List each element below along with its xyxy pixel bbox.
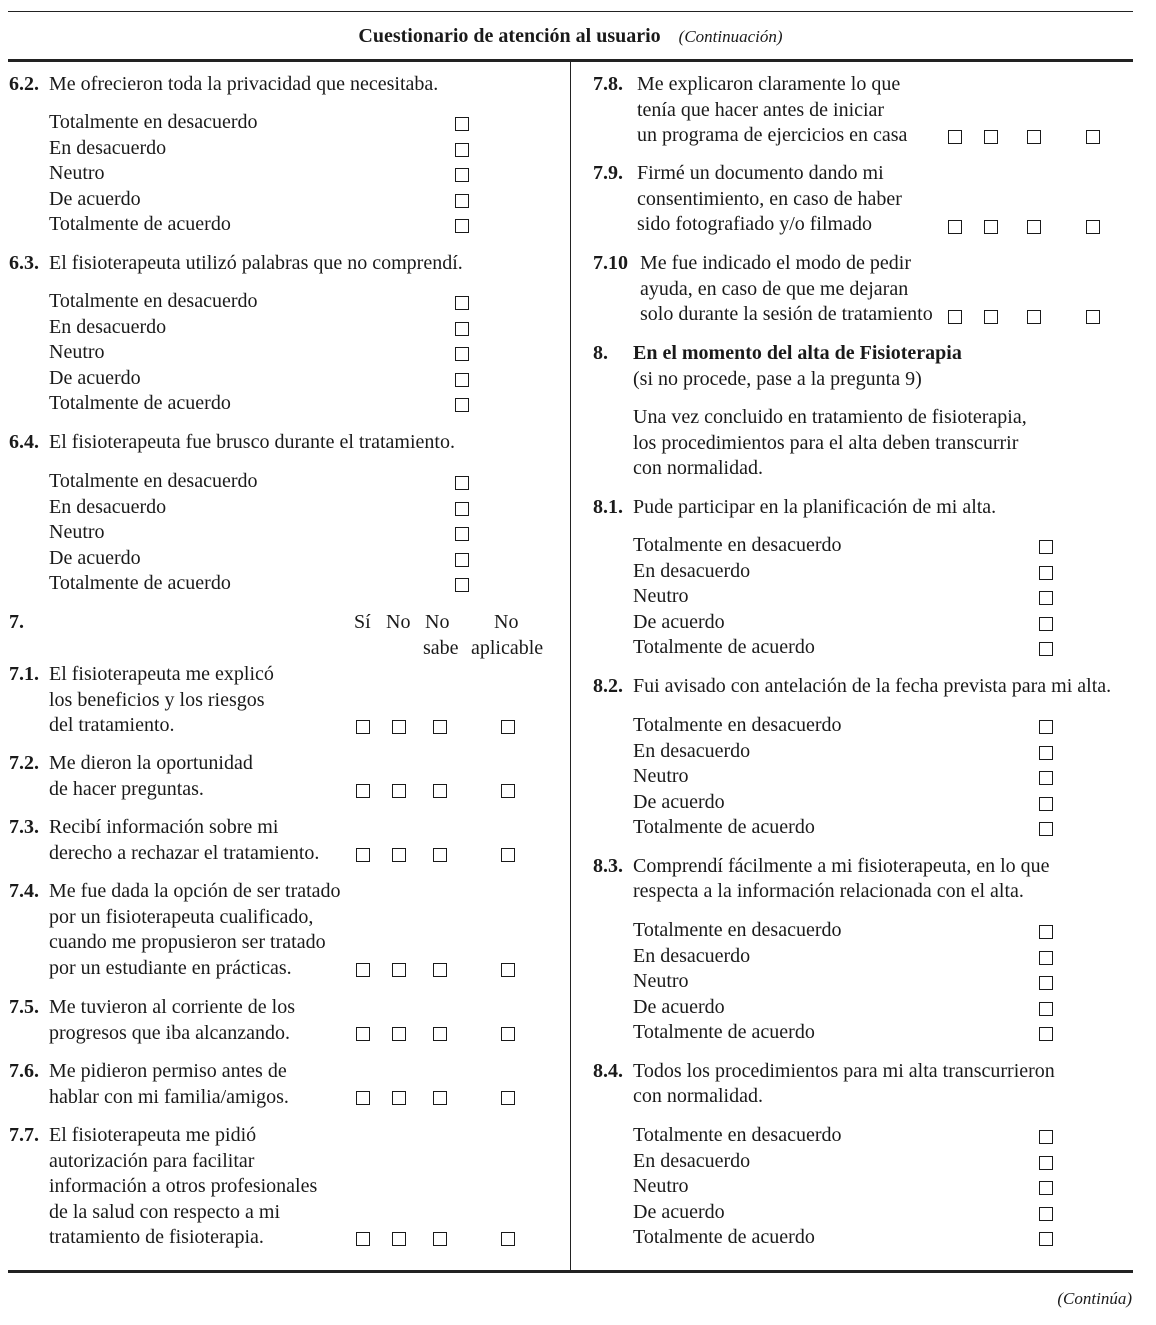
q75-no-sabe-checkbox[interactable]	[433, 1027, 447, 1041]
q82-option-totalmente-en-desacuerdo-label: Totalmente en desacuerdo	[633, 714, 842, 736]
q76-number: 7.6.	[9, 1060, 39, 1082]
q62-option-neutro-label: Neutro	[49, 162, 105, 185]
q63-option-totalmente-de-acuerdo-checkbox[interactable]	[455, 398, 469, 412]
q83-option-totalmente-en-desacuerdo-checkbox[interactable]	[1039, 925, 1053, 939]
q82-option-de-acuerdo-label: De acuerdo	[633, 790, 725, 813]
q82-option-en-desacuerdo-label: En desacuerdo	[633, 739, 751, 762]
q77-text-line: autorización para facilitar	[49, 1149, 255, 1172]
q79-text-line: sido fotografiado y/o filmado	[637, 213, 872, 236]
q84-text-line: Todos los procedimientos para mi alta transcurrieron	[633, 1060, 1055, 1082]
q78-no-aplicable-checkbox[interactable]	[1086, 130, 1100, 144]
col-header-no-aplicable-line2: aplicable	[471, 637, 544, 659]
q74-text-line: por un fisioterapeuta cualificado,	[49, 905, 314, 928]
q84-option-neutro-checkbox[interactable]	[1039, 1181, 1053, 1195]
s8-title: En el momento del alta de Fisioterapia	[633, 342, 962, 364]
q78-no-sabe-checkbox[interactable]	[1027, 130, 1041, 144]
q62-option-totalmente-de-acuerdo-label: Totalmente de acuerdo	[49, 213, 231, 236]
q82-option-neutro-label: Neutro	[633, 765, 689, 788]
q64-option-neutro-checkbox[interactable]	[455, 527, 469, 541]
q79-no-checkbox[interactable]	[984, 220, 998, 234]
q83-text-line: respecta a la información relacionada con el alta.	[633, 880, 1024, 902]
q72-number: 7.2.	[9, 752, 39, 774]
q78-text-line: un programa de ejercicios en casa	[637, 124, 908, 147]
q82-option-en-desacuerdo-checkbox[interactable]	[1039, 746, 1053, 760]
col-header-no-aplicable-line1: No	[494, 611, 519, 633]
q84-option-totalmente-de-acuerdo-label: Totalmente de acuerdo	[633, 1226, 815, 1249]
col-header-no-sabe-line1: No	[425, 611, 450, 633]
q83-option-neutro-checkbox[interactable]	[1039, 976, 1053, 990]
q76-no-sabe-checkbox[interactable]	[433, 1091, 447, 1105]
q75-si-checkbox[interactable]	[356, 1027, 370, 1041]
q83-option-totalmente-de-acuerdo-label: Totalmente de acuerdo	[633, 1021, 815, 1044]
s7-number: 7.	[9, 611, 24, 633]
q710-no-aplicable-checkbox[interactable]	[1086, 310, 1100, 324]
q83-option-en-desacuerdo-checkbox[interactable]	[1039, 951, 1053, 965]
q81-option-neutro-checkbox[interactable]	[1039, 591, 1053, 605]
q71-number: 7.1.	[9, 663, 39, 685]
q710-no-checkbox[interactable]	[984, 310, 998, 324]
q71-si-checkbox[interactable]	[356, 720, 370, 734]
q72-no-sabe-checkbox[interactable]	[433, 784, 447, 798]
q72-text-line: de hacer preguntas.	[49, 777, 204, 800]
q84-option-en-desacuerdo-checkbox[interactable]	[1039, 1156, 1053, 1170]
q62-number: 6.2.	[9, 73, 39, 95]
q83-option-neutro-label: Neutro	[633, 970, 689, 993]
q62-text: Me ofrecieron toda la privacidad que necesitaba.	[49, 73, 439, 95]
q74-text-line: por un estudiante en prácticas.	[49, 956, 292, 979]
q73-text-line: Recibí información sobre mi	[49, 816, 279, 838]
q73-text-line: derecho a rechazar el tratamiento.	[49, 841, 320, 864]
col-header-no-sabe-line2: sabe	[423, 637, 459, 659]
q64-option-totalmente-en-desacuerdo-checkbox[interactable]	[455, 476, 469, 490]
q74-si-checkbox[interactable]	[356, 963, 370, 977]
q63-text: El fisioterapeuta utilizó palabras que no comprendí.	[49, 252, 463, 274]
q73-no-aplicable-checkbox[interactable]	[501, 848, 515, 862]
q74-text-line: Me fue dada la opción de ser tratado	[49, 880, 341, 902]
q77-si-checkbox[interactable]	[356, 1232, 370, 1246]
q63-option-en-desacuerdo-checkbox[interactable]	[455, 322, 469, 336]
q62-option-en-desacuerdo-checkbox[interactable]	[455, 143, 469, 157]
q64-option-de-acuerdo-checkbox[interactable]	[455, 553, 469, 567]
q71-no-checkbox[interactable]	[392, 720, 406, 734]
q63-number: 6.3.	[9, 252, 39, 274]
q76-text-line: Me pidieron permiso antes de	[49, 1060, 287, 1082]
q77-no-aplicable-checkbox[interactable]	[501, 1232, 515, 1246]
q84-option-neutro-label: Neutro	[633, 1175, 689, 1198]
q63-option-neutro-checkbox[interactable]	[455, 347, 469, 361]
page-subtitle: (Continuación)	[678, 27, 783, 46]
q82-number: 8.2.	[593, 675, 623, 697]
q74-number: 7.4.	[9, 880, 39, 902]
continues-note: (Continúa)	[1057, 1289, 1132, 1308]
q78-no-checkbox[interactable]	[984, 130, 998, 144]
q72-no-aplicable-checkbox[interactable]	[501, 784, 515, 798]
s8-intro-line: con normalidad.	[633, 457, 763, 479]
q84-text-line: con normalidad.	[633, 1085, 763, 1107]
q64-text: El fisioterapeuta fue brusco durante el tratamiento.	[49, 431, 455, 453]
q76-text-line: hablar con mi familia/amigos.	[49, 1085, 289, 1108]
q710-number: 7.10	[593, 252, 628, 274]
q84-option-en-desacuerdo-label: En desacuerdo	[633, 1149, 751, 1172]
q71-no-aplicable-checkbox[interactable]	[501, 720, 515, 734]
s8-intro-line: los procedimientos para el alta deben transcurrir	[633, 432, 1019, 454]
s8-note: (si no procede, pase a la pregunta 9)	[633, 368, 922, 390]
q62-option-de-acuerdo-label: De acuerdo	[49, 187, 141, 210]
q77-no-checkbox[interactable]	[392, 1232, 406, 1246]
q81-text: Pude participar en la planificación de mi alta.	[633, 496, 997, 518]
q79-text-line: Firmé un documento dando mi	[637, 162, 884, 184]
q71-text-line: los beneficios y los riesgos	[49, 688, 265, 711]
q64-option-totalmente-de-acuerdo-label: Totalmente de acuerdo	[49, 572, 231, 595]
q63-option-totalmente-de-acuerdo-label: Totalmente de acuerdo	[49, 392, 231, 415]
q82-text: Fui avisado con antelación de la fecha prevista para mi alta.	[633, 675, 1112, 697]
q73-si-checkbox[interactable]	[356, 848, 370, 862]
q83-text-line: Comprendí fácilmente a mi fisioterapeuta, en lo que	[633, 855, 1050, 877]
q75-no-aplicable-checkbox[interactable]	[501, 1027, 515, 1041]
col-header-si: Sí	[354, 611, 371, 633]
q64-option-de-acuerdo-label: De acuerdo	[49, 546, 141, 569]
q64-number: 6.4.	[9, 431, 39, 453]
q72-no-checkbox[interactable]	[392, 784, 406, 798]
q77-text-line: de la salud con respecto a mi	[49, 1200, 281, 1223]
q81-option-totalmente-en-desacuerdo-checkbox[interactable]	[1039, 540, 1053, 554]
q83-option-de-acuerdo-checkbox[interactable]	[1039, 1002, 1053, 1016]
q83-option-totalmente-en-desacuerdo-label: Totalmente en desacuerdo	[633, 919, 842, 941]
q62-option-en-desacuerdo-label: En desacuerdo	[49, 136, 167, 159]
bottom-rule	[8, 1270, 1133, 1273]
q83-option-totalmente-de-acuerdo-checkbox[interactable]	[1039, 1027, 1053, 1041]
q75-no-checkbox[interactable]	[392, 1027, 406, 1041]
q74-no-sabe-checkbox[interactable]	[433, 963, 447, 977]
q62-option-totalmente-de-acuerdo-checkbox[interactable]	[455, 219, 469, 233]
col-header-no: No	[386, 611, 411, 633]
q75-text-line: progresos que iba alcanzando.	[49, 1021, 291, 1044]
q79-no-aplicable-checkbox[interactable]	[1086, 220, 1100, 234]
q62-option-de-acuerdo-checkbox[interactable]	[455, 194, 469, 208]
q81-option-totalmente-de-acuerdo-checkbox[interactable]	[1039, 642, 1053, 656]
q710-no-sabe-checkbox[interactable]	[1027, 310, 1041, 324]
page-header	[8, 24, 1133, 50]
q79-number: 7.9.	[593, 162, 623, 184]
q84-option-totalmente-de-acuerdo-checkbox[interactable]	[1039, 1232, 1053, 1246]
q74-no-aplicable-checkbox[interactable]	[501, 963, 515, 977]
q81-option-neutro-label: Neutro	[633, 585, 689, 608]
q75-number: 7.5.	[9, 996, 39, 1018]
q81-option-totalmente-en-desacuerdo-label: Totalmente en desacuerdo	[633, 534, 842, 556]
q63-option-en-desacuerdo-label: En desacuerdo	[49, 315, 167, 338]
q76-si-checkbox[interactable]	[356, 1091, 370, 1105]
q84-option-totalmente-en-desacuerdo-label: Totalmente en desacuerdo	[633, 1124, 842, 1146]
q77-text-line: información a otros profesionales	[49, 1175, 318, 1198]
q81-option-de-acuerdo-checkbox[interactable]	[1039, 617, 1053, 631]
q84-option-de-acuerdo-label: De acuerdo	[633, 1200, 725, 1223]
q81-option-en-desacuerdo-label: En desacuerdo	[633, 559, 751, 582]
q83-number: 8.3.	[593, 855, 623, 877]
q73-no-checkbox[interactable]	[392, 848, 406, 862]
q71-text-line: del tratamiento.	[49, 714, 175, 737]
q710-text-line: solo durante la sesión de tratamiento	[640, 303, 933, 326]
column-divider	[570, 61, 571, 1272]
q77-text-line: tratamiento de fisioterapia.	[49, 1226, 264, 1249]
q78-number: 7.8.	[593, 73, 623, 95]
q83-option-de-acuerdo-label: De acuerdo	[633, 995, 725, 1018]
q81-number: 8.1.	[593, 496, 623, 518]
q84-number: 8.4.	[593, 1060, 623, 1082]
q63-option-de-acuerdo-checkbox[interactable]	[455, 373, 469, 387]
q73-no-sabe-checkbox[interactable]	[433, 848, 447, 862]
top-rule	[8, 11, 1133, 12]
q78-text-line: tenía que hacer antes de iniciar	[637, 98, 885, 121]
q79-si-checkbox[interactable]	[948, 220, 962, 234]
q82-option-totalmente-de-acuerdo-checkbox[interactable]	[1039, 822, 1053, 836]
q72-si-checkbox[interactable]	[356, 784, 370, 798]
q64-option-totalmente-de-acuerdo-checkbox[interactable]	[455, 578, 469, 592]
q81-option-de-acuerdo-label: De acuerdo	[633, 610, 725, 633]
q81-option-totalmente-de-acuerdo-label: Totalmente de acuerdo	[633, 636, 815, 659]
q76-no-aplicable-checkbox[interactable]	[501, 1091, 515, 1105]
q82-option-totalmente-en-desacuerdo-checkbox[interactable]	[1039, 720, 1053, 734]
q62-option-totalmente-en-desacuerdo-label: Totalmente en desacuerdo	[49, 111, 258, 133]
q63-option-totalmente-en-desacuerdo-checkbox[interactable]	[455, 296, 469, 310]
q84-option-de-acuerdo-checkbox[interactable]	[1039, 1207, 1053, 1221]
q710-text-line: Me fue indicado el modo de pedir	[640, 252, 912, 274]
q63-option-totalmente-en-desacuerdo-label: Totalmente en desacuerdo	[49, 290, 258, 312]
q63-option-de-acuerdo-label: De acuerdo	[49, 366, 141, 389]
q81-option-en-desacuerdo-checkbox[interactable]	[1039, 566, 1053, 580]
q62-option-neutro-checkbox[interactable]	[455, 168, 469, 182]
q84-option-totalmente-en-desacuerdo-checkbox[interactable]	[1039, 1130, 1053, 1144]
q79-text-line: consentimiento, en caso de haber	[637, 187, 902, 210]
q71-no-sabe-checkbox[interactable]	[433, 720, 447, 734]
q78-text-line: Me explicaron claramente lo que	[637, 73, 901, 95]
q73-number: 7.3.	[9, 816, 39, 838]
q79-no-sabe-checkbox[interactable]	[1027, 220, 1041, 234]
s8-number: 8.	[593, 342, 608, 364]
q710-text-line: ayuda, en caso de que me dejaran	[640, 277, 909, 300]
q75-text-line: Me tuvieron al corriente de los	[49, 996, 296, 1018]
q78-si-checkbox[interactable]	[948, 130, 962, 144]
q82-option-de-acuerdo-checkbox[interactable]	[1039, 797, 1053, 811]
q63-option-neutro-label: Neutro	[49, 341, 105, 364]
q74-text-line: cuando me propusieron ser tratado	[49, 931, 326, 954]
q62-option-totalmente-en-desacuerdo-checkbox[interactable]	[455, 117, 469, 131]
q76-no-checkbox[interactable]	[392, 1091, 406, 1105]
q71-text-line: El fisioterapeuta me explicó	[49, 663, 274, 685]
q74-no-checkbox[interactable]	[392, 963, 406, 977]
q64-option-neutro-label: Neutro	[49, 521, 105, 544]
q77-text-line: El fisioterapeuta me pidió	[49, 1124, 257, 1146]
q72-text-line: Me dieron la oportunidad	[49, 752, 253, 774]
q82-option-totalmente-de-acuerdo-label: Totalmente de acuerdo	[633, 816, 815, 839]
q77-number: 7.7.	[9, 1124, 39, 1146]
q64-option-en-desacuerdo-checkbox[interactable]	[455, 502, 469, 516]
q82-option-neutro-checkbox[interactable]	[1039, 771, 1053, 785]
q710-si-checkbox[interactable]	[948, 310, 962, 324]
page-title: Cuestionario de atención al usuario	[358, 25, 661, 47]
q83-option-en-desacuerdo-label: En desacuerdo	[633, 944, 751, 967]
q64-option-en-desacuerdo-label: En desacuerdo	[49, 495, 167, 518]
q64-option-totalmente-en-desacuerdo-label: Totalmente en desacuerdo	[49, 470, 258, 492]
q77-no-sabe-checkbox[interactable]	[433, 1232, 447, 1246]
s8-intro-line: Una vez concluido en tratamiento de fisioterapia,	[633, 406, 1027, 428]
